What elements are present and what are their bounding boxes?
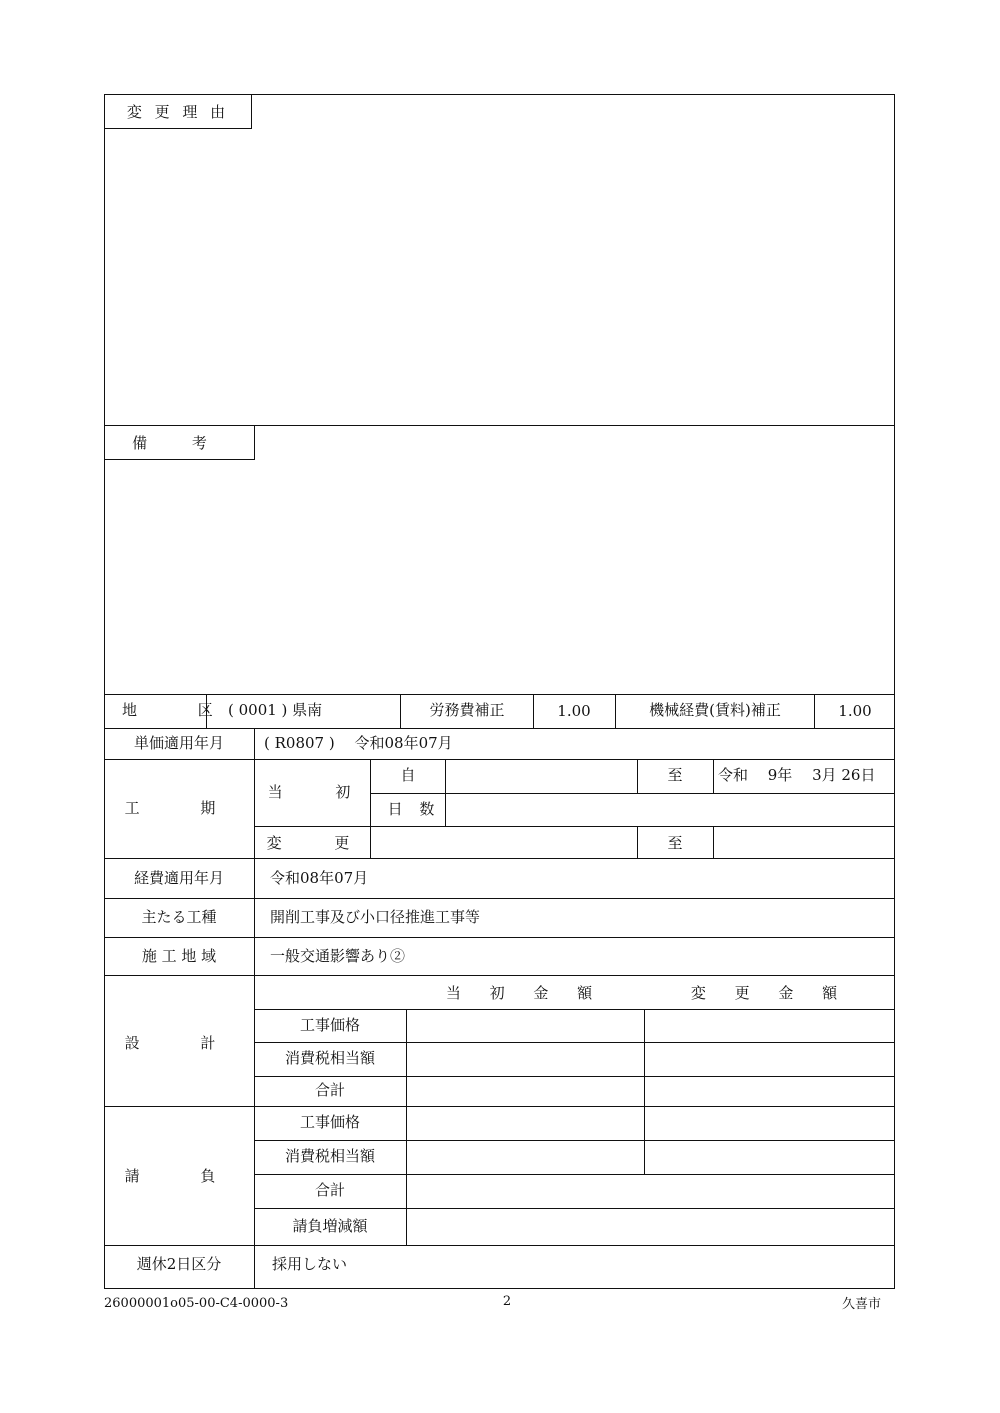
- divider: [254, 1245, 255, 1288]
- period-from-label: 自: [400, 766, 416, 784]
- divider: [400, 694, 401, 728]
- period-change-to-label: 至: [667, 834, 683, 852]
- area-value: 一般交通影響あり②: [270, 947, 406, 965]
- divider: [105, 694, 894, 695]
- divider: [644, 1009, 645, 1174]
- contract-row-label: 合計: [314, 1181, 346, 1199]
- divider: [533, 694, 534, 728]
- divider: [615, 694, 616, 728]
- footer-doc-id: 26000001o05-00-C4-0000-3: [104, 1296, 289, 1311]
- divider: [254, 1208, 894, 1209]
- period-to-value: 令和 9年 3月 26日: [718, 766, 876, 784]
- change-amount-header: 変 更 金 額: [690, 984, 850, 1002]
- contract-row-label: 工事価格: [299, 1113, 361, 1131]
- divider: [370, 793, 894, 794]
- design-row-label: 合計: [314, 1081, 346, 1099]
- weekly-value: 採用しない: [272, 1255, 348, 1273]
- period-to-label: 至: [667, 766, 683, 784]
- initial-amount-header: 当 初 金 額: [445, 984, 605, 1002]
- divider: [254, 1140, 894, 1141]
- divider: [105, 759, 894, 760]
- machine-correction-value: 1.00: [838, 702, 872, 720]
- area-label: 施 工 地 域: [141, 947, 217, 965]
- design-row-label: 消費税相当額: [284, 1049, 376, 1067]
- unit-price-label: 単価適用年月: [133, 734, 225, 752]
- divider: [445, 759, 446, 826]
- divider: [713, 826, 714, 858]
- divider: [105, 1106, 894, 1107]
- divider: [637, 826, 638, 858]
- design-label: 設 計: [124, 1034, 244, 1052]
- period-change-label: 変 更: [266, 834, 374, 852]
- region-label: 地 区: [122, 701, 241, 719]
- divider: [254, 759, 255, 1245]
- period-days-label: 日 数: [387, 800, 441, 818]
- divider: [254, 728, 255, 759]
- contract-label: 請 負: [124, 1167, 244, 1185]
- labor-correction-value: 1.00: [557, 702, 591, 720]
- divider: [254, 1009, 894, 1010]
- footer-page-number: 2: [502, 1294, 512, 1309]
- divider: [105, 975, 894, 976]
- divider: [254, 826, 894, 827]
- divider: [637, 759, 638, 793]
- divider: [254, 1042, 894, 1043]
- remarks-label: 備 考: [105, 426, 255, 460]
- expense-label: 経費適用年月: [133, 869, 225, 887]
- reason-label: 変 更 理 由: [105, 95, 252, 129]
- period-label: 工 期: [124, 799, 244, 817]
- divider: [713, 759, 714, 793]
- divider: [105, 937, 894, 938]
- divider: [814, 694, 815, 728]
- machine-correction-label: 機械経費(賃料)補正: [649, 701, 781, 719]
- labor-correction-label: 労務費補正: [429, 701, 505, 719]
- region-code-value: ( 0001 ) 県南: [228, 701, 323, 719]
- contract-row-label: 消費税相当額: [284, 1147, 376, 1165]
- work-type-value: 開削工事及び小口径推進工事等: [270, 908, 481, 926]
- footer-city: 久喜市: [841, 1297, 881, 1312]
- design-row-label: 工事価格: [299, 1016, 361, 1034]
- divider: [254, 1174, 894, 1175]
- divider: [105, 728, 894, 729]
- weekly-label: 週休2日区分: [136, 1255, 222, 1273]
- contract-diff-label: 請負増減額: [292, 1217, 368, 1235]
- divider: [105, 1245, 894, 1246]
- period-initial-label: 当 初: [267, 783, 375, 801]
- expense-value: 令和08年07月: [270, 869, 369, 887]
- work-type-label: 主たる工種: [141, 908, 217, 926]
- divider: [406, 1009, 407, 1245]
- divider: [254, 1076, 894, 1077]
- reason-text-area[interactable]: [110, 135, 890, 420]
- unit-price-value: ( R0807 ) 令和08年07月: [264, 734, 453, 752]
- divider: [105, 858, 894, 859]
- remarks-text-area[interactable]: [110, 466, 890, 688]
- divider: [105, 898, 894, 899]
